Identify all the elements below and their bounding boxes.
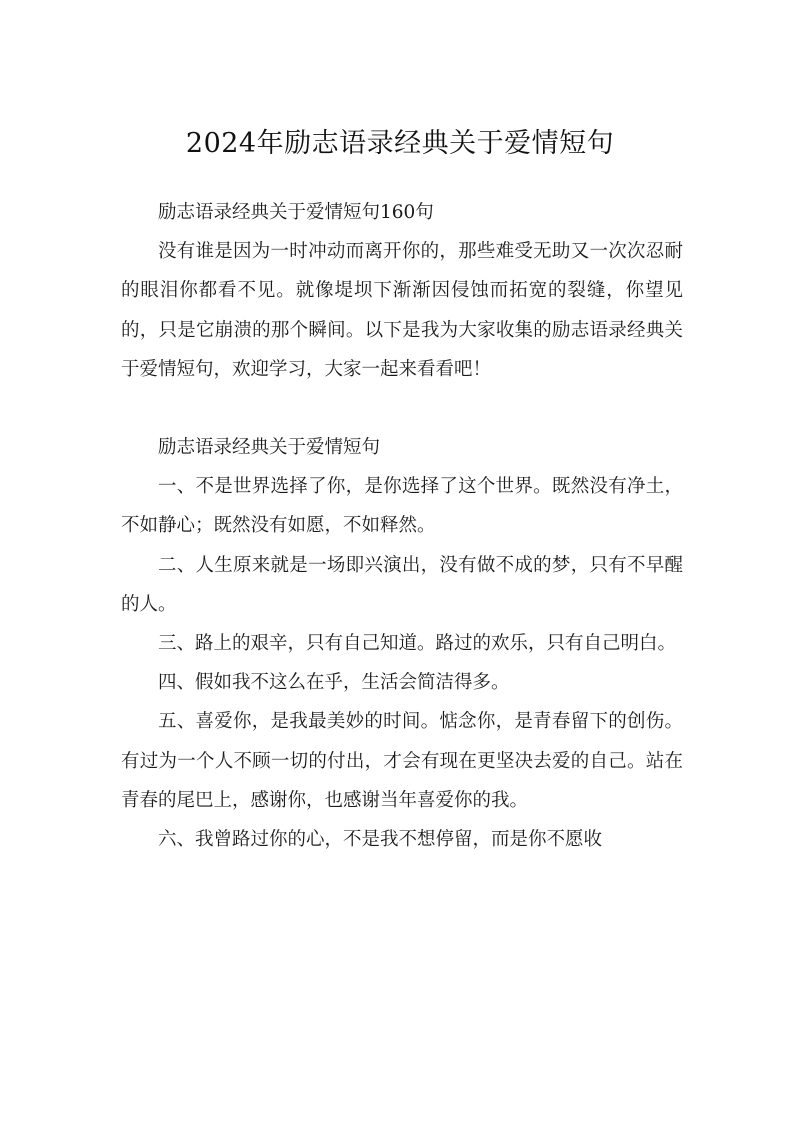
intro-paragraph: 没有谁是因为一时冲动而离开你的，那些难受无助又一次次忍耐的眼泪你都看不见。就像堤坝下渐渐因侵蚀而拓宽的裂缝，你望见的，只是它崩溃的那个瞬间。以下是我为大家收集的励志语录经典关于爱情短句，欢迎学习，大家一起来看看吧！ [121, 241, 683, 380]
list-item: 三、路上的艰辛，只有自己知道。路过的欢乐，只有自己明白。 [158, 633, 677, 655]
paragraph-spacer [121, 389, 683, 428]
list-item: 二、人生原来就是一场即兴演出，没有做不成的梦，只有不早醒的人。 [121, 554, 683, 615]
list-item: 四、假如我不这么在乎，生活会简洁得多。 [158, 672, 510, 694]
section-heading: 励志语录经典关于爱情短句 [158, 437, 381, 459]
list-item: 一、不是世界选择了你，是你选择了这个世界。既然没有净土，不如静心；既然没有如愿，不如释然。 [121, 476, 683, 537]
list-item: 五、喜爱你，是我最美妙的时间。惦念你，是青春留下的创伤。有过为一个人不顾一切的付出，才会有现在更坚决去爱的自己。站在青春的尾巴上，感谢你，也感谢当年喜爱你的我。 [121, 711, 683, 811]
document-body [121, 193, 683, 859]
document-title: 2024年励志语录经典关于爱情短句 [185, 128, 615, 159]
list-item: 六、我曾路过你的心，不是我不想停留，而是你不愿收 [158, 829, 603, 851]
subtitle-paragraph: 励志语录经典关于爱情短句160句 [158, 202, 434, 223]
